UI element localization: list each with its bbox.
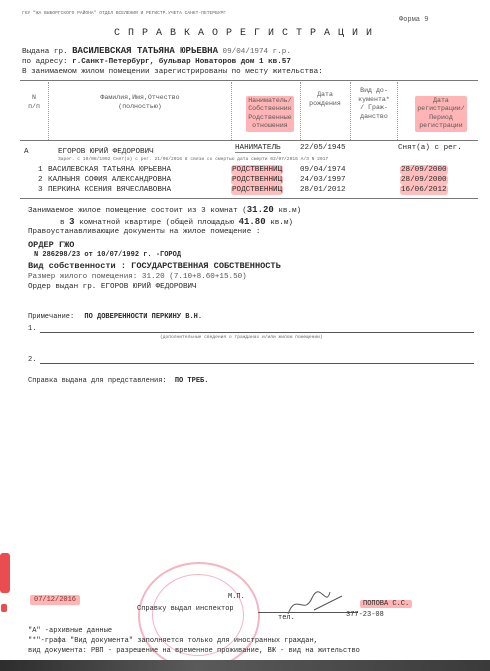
organization-header: ГКУ "ЖА ВЫБОРГСКОГО РАЙОНА" ОТДЕЛ ВСЕЛЕНИЯ И РЕГИСТР.УЧЕТА САНКТ-ПЕТЕРБУРГ — [22, 11, 226, 16]
header-doc: Вид до- кумента* / Граж- данство — [358, 87, 390, 120]
notes-line: Примечание: ПО ДОВЕРЕННОСТИ ПЕРКИНУ В.Н. — [28, 313, 203, 321]
row-name: ПЕРКИНА КСЕНИЯ ВЯЧЕСЛАВОВНА — [48, 186, 172, 194]
issue-date: 07/12/2016 — [30, 596, 80, 604]
table-divider — [48, 82, 49, 140]
row-registration: 28/09/2000 — [401, 176, 447, 184]
order-title: ОРДЕР ГЖО — [28, 240, 75, 250]
row-registration: 28/09/2000 — [401, 166, 447, 174]
issued-to-line: Выдана гр. ВАСИЛЕВСКАЯ ТАТЬЯНА ЮРЬЕВНА 09/04/1974 г.р. — [22, 46, 291, 56]
order-issued-to: Ордер выдан гр. ЕГОРОВ ЮРИЙ ФЕДОРОВИЧ — [28, 283, 197, 291]
header-name: Фамилия,Имя,Отчество (полностью) — [100, 94, 180, 110]
address-line: по адресу: г.Санкт-Петербург, бульвар Новаторов дом 1 кв.57 — [22, 58, 291, 66]
table-top-border — [20, 80, 478, 81]
address-value: г.Санкт-Петербург, бульвар Новаторов дом 1 кв.57 — [72, 58, 291, 66]
phone-number: 377-23-08 — [346, 611, 384, 619]
row-dob: 28/01/2012 — [300, 186, 346, 194]
row-registration: 16/06/2012 — [401, 186, 447, 194]
archived-registration: Снят(а) с рег. — [398, 144, 462, 152]
scan-edge — [0, 660, 490, 671]
purpose-line: Справка выдана для представления: ПО ТРЕБ. — [28, 377, 209, 385]
header-registration: Дата регистрации/ Период регистрации — [399, 87, 475, 132]
table-bottom-border — [20, 198, 478, 199]
row-dob: 24/03/1997 — [300, 176, 346, 184]
note-line-2 — [40, 363, 474, 364]
header-dob: Дата рождения — [309, 91, 341, 107]
table-divider — [397, 82, 398, 140]
note-line-1-num: 1. — [28, 325, 37, 333]
table-divider — [231, 82, 232, 140]
archived-note: Зарег. с 10/08/1992 Снят(а) с рег. 21/06/2016 в связи со смертью дата смерти 02/07/2016 А/З N 2017 — [58, 157, 329, 162]
row-relation: РОДСТВЕННИЦ — [232, 166, 283, 174]
total-area: 41.80 — [238, 217, 266, 227]
note-line-1 — [40, 332, 474, 333]
row-num: 1 — [38, 166, 43, 174]
row-dob: 09/04/1974 — [300, 166, 346, 174]
notes-value: ПО ДОВЕРЕННОСТИ ПЕРКИНУ В.Н. — [84, 313, 203, 321]
ownership-docs-title: Правоустанавливающие документы на жилое помещение : — [28, 228, 261, 236]
row-relation: РОДСТВЕННИЦ — [232, 186, 283, 194]
header-relation: Наниматель/ Собственник Родственные отношения — [233, 87, 299, 132]
row-num: 3 — [38, 186, 43, 194]
row-name: КАЛНЫНЯ СОФИЯ АЛЕКСАНДРОВНА — [48, 176, 172, 184]
order-number: N 286298/23 от 10/07/1992 г. -ГОРОД — [34, 251, 182, 259]
row-relation: РОДСТВЕННИЦ — [232, 176, 283, 184]
footnote-archive: "А" -архивные данные — [28, 627, 113, 635]
row-num: 2 — [38, 176, 43, 184]
red-marker — [0, 553, 10, 593]
purpose-value: ПО ТРЕБ. — [174, 377, 209, 385]
mp-label: М.П. — [228, 593, 245, 601]
red-marker-dot — [1, 604, 7, 612]
size-line: Размер жилого помещения: 31.20 (7.10+8.60+15.50) — [28, 273, 247, 281]
phone-label: тел. — [278, 614, 295, 622]
footnote-types: вид документа: РВП - разрешение на временное проживание, ВЖ - вид на жительство — [28, 647, 360, 655]
inspector-label: Справку выдал инспектор — [137, 605, 234, 613]
archived-name: ЕГОРОВ ЮРИЙ ФЕДОРОВИЧ — [58, 148, 154, 156]
row-name: ВАСИЛЕВСКАЯ ТАТЬЯНА ЮРЬЕВНА — [48, 166, 172, 174]
note-line-1-hint: (дополнительные сведения о гражданах и/или жилом помещении) — [160, 335, 323, 340]
flat-line: в 3 комнатной квартире (общей площадью 41.80 кв.м) — [60, 217, 293, 227]
inspector-name: ПОПОВА С.С. — [360, 600, 412, 608]
header-num: N п/п — [28, 94, 40, 110]
archived-mark: А — [24, 148, 29, 156]
rooms-area: 31.20 — [246, 205, 274, 215]
archived-relation: НАНИМАТЕЛЬ — [235, 144, 281, 152]
form-number: Форма 9 — [399, 16, 429, 24]
note-line-2-num: 2. — [28, 356, 37, 364]
ownership-line: Вид собственности : ГОСУДАРСТВЕННАЯ СОБСТВЕННОСТЬ — [28, 261, 281, 271]
rooms-line: Занимаемое жилое помещение состоит из 3 комнат (31.20 кв.м) — [28, 205, 302, 215]
footnote-document: "*"-графа "Вид документа" заполняется только для иностранных граждан, — [28, 637, 318, 645]
archived-dob: 22/05/1945 — [300, 144, 346, 152]
table-divider — [300, 82, 301, 140]
registered-line: В занимаемом жилом помещении зарегистрированы по месту жительства: — [22, 68, 323, 76]
table-header-border — [20, 140, 478, 141]
document-title: С П Р А В К А О Р Е Г И С Т Р А Ц И И — [114, 28, 374, 39]
issued-to-name: ВАСИЛЕВСКАЯ ТАТЬЯНА ЮРЬЕВНА — [72, 46, 218, 56]
